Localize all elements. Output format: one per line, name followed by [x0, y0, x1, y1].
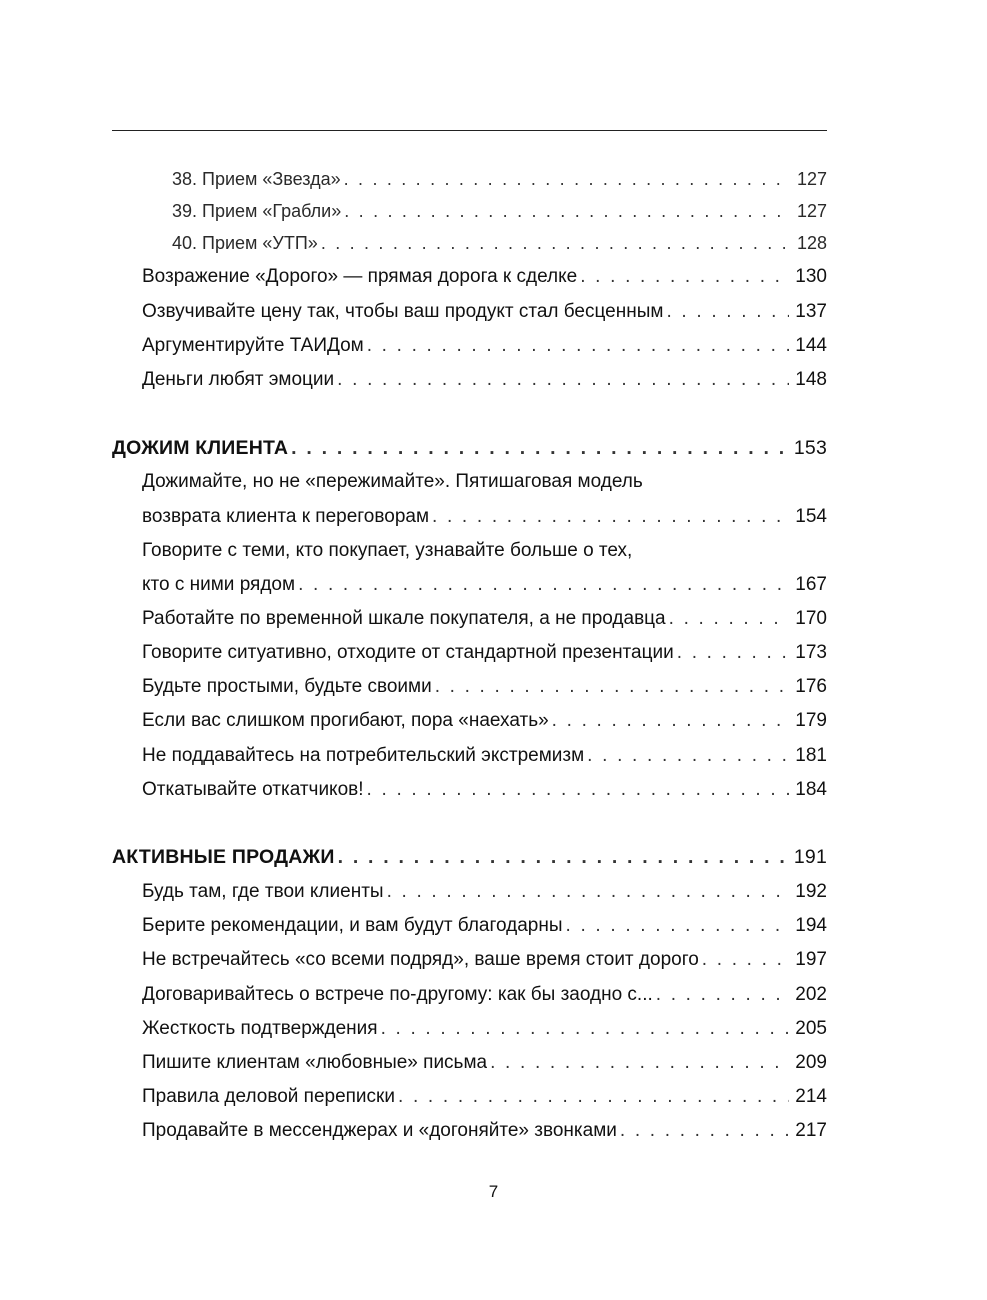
toc-section-heading[interactable] — [112, 846, 827, 869]
toc-entry[interactable] — [142, 335, 827, 357]
toc-entry-page: 214 — [795, 1086, 827, 1107]
toc-entry-title: Не встречайтесь «со всеми подряд», ваше время стоит дорого — [142, 949, 699, 970]
toc-entry-first-line[interactable]: Дожимайте, но не «пережимайте». Пятишаговая модель — [142, 471, 643, 492]
toc-entry-page: 217 — [795, 1120, 827, 1141]
dot-leader — [337, 369, 789, 391]
toc-entry-page: 181 — [795, 745, 827, 766]
toc-entry[interactable] — [172, 201, 827, 222]
dot-leader — [669, 608, 790, 630]
toc-entry-page: 179 — [795, 710, 827, 731]
dot-leader — [666, 301, 789, 323]
toc-entry[interactable] — [142, 779, 827, 801]
dot-leader — [566, 915, 790, 937]
toc-entry-page: 137 — [795, 301, 827, 322]
toc-entry[interactable] — [172, 233, 827, 254]
dot-leader — [490, 1052, 789, 1074]
toc-entry[interactable] — [142, 881, 827, 903]
toc-entry-title: Жесткость подтверждения — [142, 1018, 378, 1039]
toc-entry[interactable] — [142, 642, 827, 664]
toc-entry[interactable] — [172, 169, 827, 190]
toc-entry-page: 154 — [795, 506, 827, 527]
toc-entry-page: 128 — [796, 233, 827, 253]
toc-entry-title: Будь там, где твои клиенты — [142, 881, 384, 902]
toc-entry-page: 127 — [796, 201, 827, 221]
toc-entry-title: Пишите клиентам «любовные» письма — [142, 1052, 488, 1073]
toc-entry-title: Будьте простыми, будьте своими — [142, 676, 432, 697]
toc-entry-page: 130 — [795, 266, 827, 287]
toc-section-heading[interactable] — [112, 437, 827, 460]
toc-entry-first-line[interactable]: Говорите с теми, кто покупает, узнавайте больше о тех, — [142, 540, 633, 561]
toc-entry-title: возврата клиента к переговорам — [142, 506, 430, 527]
dot-leader — [291, 437, 793, 460]
toc-entry-title: Правила деловой переписки — [142, 1086, 395, 1107]
toc-entry-title: кто с ними рядом — [142, 574, 296, 595]
dot-leader — [381, 1018, 790, 1040]
dot-leader — [656, 984, 790, 1006]
toc-entry-title: Договаривайтесь о встрече по-другому: как бы заодно с... — [142, 984, 653, 1005]
dot-leader — [338, 846, 793, 869]
section-title: АКТИВНЫЕ ПРОДАЖИ — [112, 846, 335, 868]
dot-leader — [321, 233, 791, 254]
toc-entry-page: 148 — [795, 369, 827, 390]
toc-entry[interactable] — [142, 266, 827, 288]
dot-leader — [367, 335, 790, 357]
section-page: 191 — [793, 846, 827, 868]
dot-leader — [677, 642, 790, 664]
toc-entry[interactable] — [142, 1086, 827, 1108]
dot-leader — [298, 574, 789, 596]
toc-entry-title: 38. Прием «Звезда» — [172, 169, 341, 189]
toc-entry-title: Если вас слишком прогибают, пора «наехать» — [142, 710, 549, 731]
toc-entry-page: 184 — [795, 779, 827, 800]
toc-entry[interactable] — [142, 984, 827, 1006]
toc-entry-title: Возражение «Дорого» — прямая дорога к сделке — [142, 266, 578, 287]
toc-entry[interactable] — [142, 608, 827, 630]
toc-entry[interactable] — [142, 710, 827, 732]
toc-entry-title: 40. Прием «УТП» — [172, 233, 318, 253]
toc-entry-title: Продавайте в мессенджерах и «догоняйте» звонками — [142, 1120, 617, 1141]
toc-entry-page: 127 — [796, 169, 827, 189]
toc-entry-title: Говорите ситуативно, отходите от стандартной презентации — [142, 642, 674, 663]
toc-entry-page: 205 — [795, 1018, 827, 1039]
toc-entry[interactable] — [142, 949, 827, 971]
toc-entry-page: 197 — [795, 949, 827, 970]
toc-entry-title: Озвучивайте цену так, чтобы ваш продукт стал бесценным — [142, 301, 664, 322]
toc-entry[interactable] — [142, 574, 827, 596]
dot-leader — [587, 745, 789, 767]
toc-entry-title: Откатывайте откатчиков! — [142, 779, 364, 800]
dot-leader — [435, 676, 790, 698]
toc-entry-page: 144 — [795, 335, 827, 356]
dot-leader — [344, 169, 791, 190]
dot-leader — [702, 949, 790, 971]
dot-leader — [580, 266, 789, 288]
section-title: ДОЖИМ КЛИЕНТА — [112, 437, 289, 459]
page-number: 7 — [488, 1182, 499, 1201]
dot-leader — [387, 881, 790, 903]
toc-entry-page: 167 — [795, 574, 827, 595]
toc-entry-title: 39. Прием «Грабли» — [172, 201, 342, 221]
toc-entry[interactable] — [142, 745, 827, 767]
toc-entry-page: 176 — [795, 676, 827, 697]
toc-entry-page: 170 — [795, 608, 827, 629]
toc-entry[interactable] — [142, 915, 827, 937]
toc-entry-title: Аргументируйте ТАИДом — [142, 335, 364, 356]
toc-entry[interactable] — [142, 1018, 827, 1040]
toc-entry-page: 209 — [795, 1052, 827, 1073]
toc-entry-title: Деньги любят эмоции — [142, 369, 335, 390]
dot-leader — [344, 201, 791, 222]
toc-entry[interactable] — [142, 369, 827, 391]
dot-leader — [398, 1086, 789, 1108]
toc-entry[interactable] — [142, 301, 827, 323]
dot-leader — [552, 710, 790, 732]
toc-entry[interactable] — [142, 1120, 827, 1142]
section-page: 153 — [793, 437, 827, 459]
dot-leader — [367, 779, 790, 801]
dot-leader — [620, 1120, 789, 1142]
toc-entry-title: Не поддавайтесь на потребительский экстремизм — [142, 745, 585, 766]
toc-entry-page: 194 — [795, 915, 827, 936]
toc-entry-page: 173 — [795, 642, 827, 663]
toc-entry-page: 202 — [795, 984, 827, 1005]
toc-entry-title: Работайте по временной шкале покупателя, а не продавца — [142, 608, 666, 629]
toc-entry-page: 192 — [795, 881, 827, 902]
toc-entry[interactable] — [142, 676, 827, 698]
toc-entry[interactable] — [142, 506, 827, 528]
toc-entry[interactable] — [142, 1052, 827, 1074]
dot-leader — [432, 506, 789, 528]
toc-entry-title: Берите рекомендации, и вам будут благодарны — [142, 915, 563, 936]
